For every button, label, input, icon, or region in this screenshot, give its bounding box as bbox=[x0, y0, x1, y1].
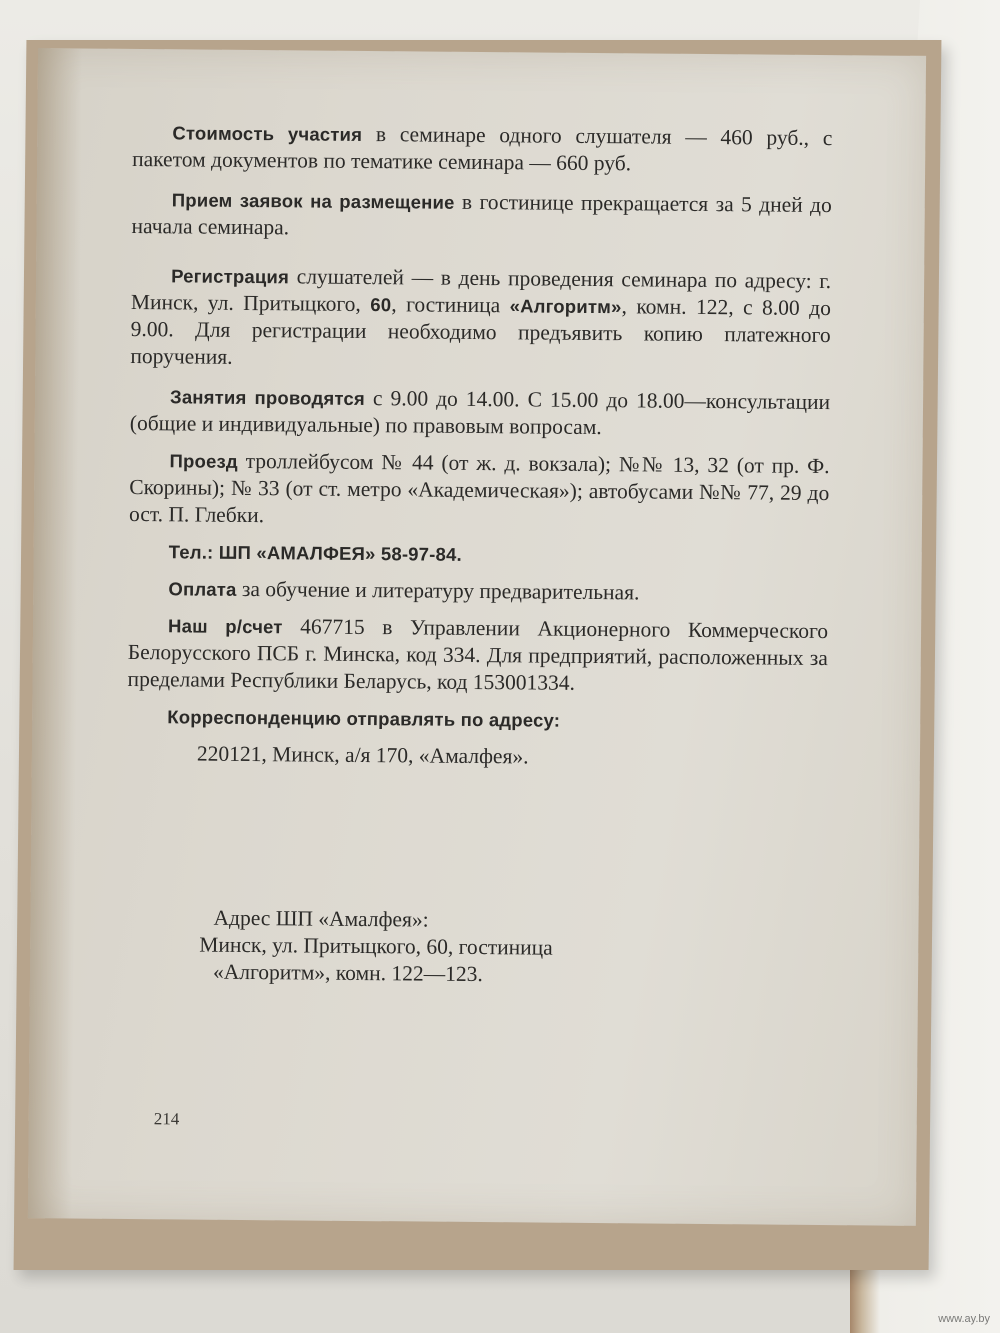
address-block bbox=[199, 905, 694, 990]
page-fold-shadow bbox=[28, 48, 82, 1218]
paragraph-classes: Занятия проводятся с 9.00 до 14.00. С 15.00 до 18.00—консультации (общие и индивидуальные) по правовым вопросам. bbox=[129, 386, 831, 440]
address-line-2: Минск, ул. Притыцкого, 60, гостиница bbox=[199, 932, 553, 960]
paragraph-registration: Регистрация слушателей — в день проведения семинара по адресу: г. Минск, ул. Притыцкого, 60, гостиница «Алгоритм», комн. 122, с 8.00 до 9.00. Для регистрации необходимо предъявить копию платежного поручения. bbox=[130, 264, 832, 369]
paragraph-cost: Стоимость участия в семинаре одного слушателя — 460 руб., с пакетом документов по тематике семинара — 660 руб. bbox=[132, 121, 833, 176]
paragraph-hotel: Прием заявок на размещение в гостинице прекращается за 5 дней до начала семинара. bbox=[131, 189, 832, 240]
paragraph-account: Наш р/счет 467715 в Управлении Акционерного Коммерческого Белорусского ПСБ г. Минска, код 334. Для предприятий, расположенных за пределами Республики Беларусь, код 153001334. bbox=[127, 614, 829, 695]
paragraph-correspondence: Корреспонденцию отправлять по адресу: bbox=[167, 706, 561, 731]
paragraph-phone: Тел.: ШП «АМАЛФЕЯ» 58-97-84. bbox=[168, 541, 462, 565]
watermark: www.ay.by bbox=[938, 1313, 990, 1325]
correspondence-address: 220121, Минск, а/я 170, «Амалфея». bbox=[196, 741, 529, 769]
paragraph-payment: Оплата за обучение и литературу предварительная. bbox=[168, 576, 640, 605]
page-content bbox=[127, 119, 833, 786]
paragraph-transport: Проезд троллейбусом № 44 (от ж. д. вокзала); №№ 13, 32 (от пр. Ф. Скорины); № 33 (от ст. метро «Академическая»); автобусами №№ 77, 29 до ост. П. Глебки. bbox=[128, 448, 830, 528]
address-line-3: «Алгоритм», комн. 122—123. bbox=[212, 959, 483, 987]
address-line-1: Адрес ШП «Амалфея»: bbox=[213, 905, 429, 932]
page-number: 214 bbox=[153, 1109, 180, 1129]
book-page bbox=[28, 48, 926, 1226]
